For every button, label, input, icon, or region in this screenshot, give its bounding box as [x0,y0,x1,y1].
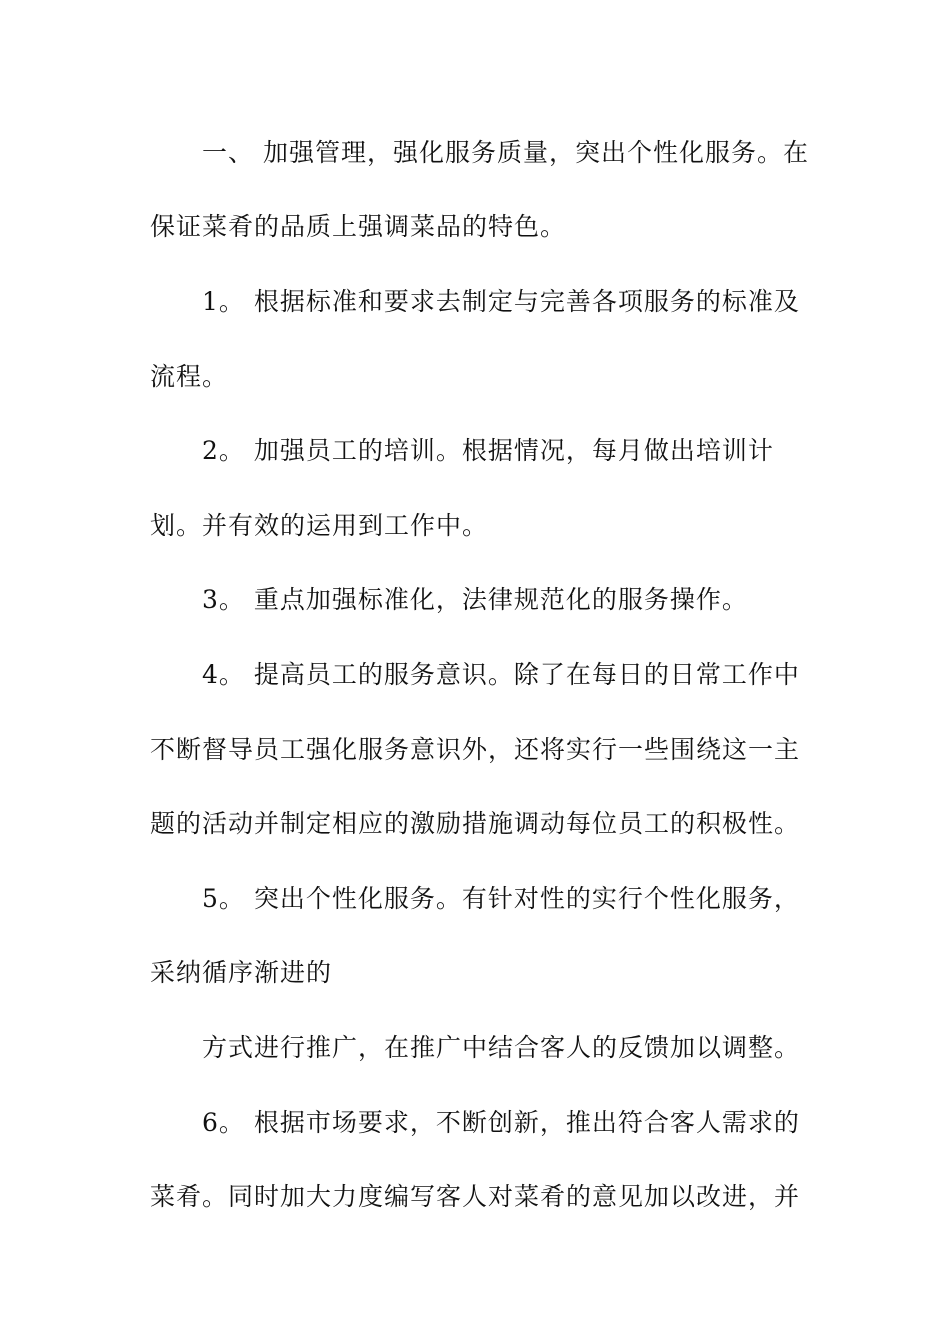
text-line: 采纳循序渐进的 [150,958,333,987]
list-item-2-line: 2。 加强员工的培训。根据情况，每月做出培训计 [202,436,774,465]
text-line: 划。并有效的运用到工作中。 [150,511,489,540]
text-line: 不断督导员工强化服务意识外，还将实行一些围绕这一主 [150,735,801,764]
list-item-1-line: 1。 根据标准和要求去制定与完善各项服务的标准及 [202,287,800,316]
section-heading-line: 一、 加强管理，强化服务质量，突出个性化服务。在 [202,138,809,167]
text-line: 保证菜肴的品质上强调菜品的特色。 [150,212,567,241]
text-line: 流程。 [150,362,229,391]
list-item-3-line: 3。 重点加强标准化，法律规范化的服务操作。 [202,585,748,614]
list-item-5-line: 5。 突出个性化服务。有针对性的实行个性化服务， [202,884,800,913]
text-line: 菜肴。同时加大力度编写客人对菜肴的意见加以改进，并 [150,1182,801,1211]
text-line: 题的活动并制定相应的激励措施调动每位员工的积极性。 [150,809,801,838]
text-line-indented: 方式进行推广，在推广中结合客人的反馈加以调整。 [202,1033,801,1062]
list-item-4-line: 4。 提高员工的服务意识。除了在每日的日常工作中 [202,660,800,689]
list-item-6-line: 6。 根据市场要求，不断创新，推出符合客人需求的 [202,1108,800,1137]
